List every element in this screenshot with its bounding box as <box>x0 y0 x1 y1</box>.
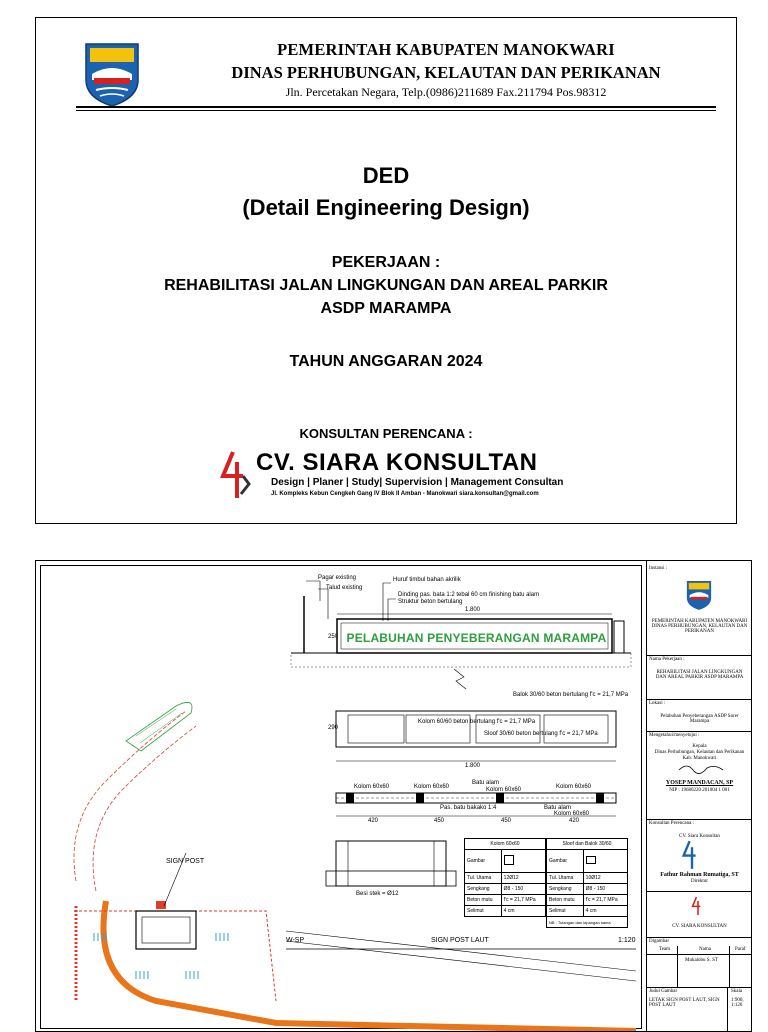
siara-konsultan-logo-icon <box>219 450 255 500</box>
fiscal-year: TAHUN ANGGARAN 2024 <box>289 353 483 370</box>
tb-instansi-text: PEMERINTAH KABUPATEN MANOKWARI DINAS PERHUBUNGAN, KELAUTAN DAN PERIKANAN <box>651 619 748 634</box>
pekerjaan-label: PEKERJAAN : <box>331 254 441 271</box>
callout-pas-bata: Pas. batu bakako 1:4 <box>440 805 497 811</box>
gov-line1: PEMERINTAH KABUPATEN MANOKWARI <box>277 40 615 59</box>
callout-kolom2: Kolom 60x60 <box>414 784 450 790</box>
tb-divider <box>727 988 728 1032</box>
doc-title: DED <box>362 163 410 188</box>
callout-kolom1: Kolom 60x60 <box>354 784 390 790</box>
tb-drafter: Mukalobu S. ST <box>685 958 718 963</box>
sloof-section-icon <box>583 850 627 873</box>
tb-lokasi-label: Lokasi : <box>649 701 666 706</box>
tb-divider <box>677 946 678 988</box>
dim-250: 250 <box>328 634 339 640</box>
gov-address: Jln. Percetakan Negara, Telp.(0986)211689 Fax.211794 Pos.98312 <box>285 85 607 99</box>
tb-skala-text: 1:900, 1:120 <box>731 998 744 1008</box>
callout-sloof-note: Sloof 30/60 beton bertulang f'c = 21,7 MPa <box>484 731 598 737</box>
tb-judul-text: LETAK SIGN POST LAUT, SIGN POST LAUT <box>649 998 720 1008</box>
tb-divider <box>647 954 752 955</box>
sloof-cell: Gambar <box>547 850 584 873</box>
callout-kolom5: Kolom 60x60 <box>554 811 590 817</box>
tb-company-logo-icon <box>691 896 705 916</box>
tb-siara-logo-icon <box>681 840 703 870</box>
consultant-address: Jl. Kompleks Kebun Cengkeh Gang IV Blok II Amban - Manokwari siara.konsultan@gmail.com <box>271 491 539 497</box>
tb-official-name: YOSEP MANDACAN, SP <box>665 780 734 786</box>
tb-director-name: Fathur Rahman Rumatiga, ST <box>660 872 739 878</box>
kolom-cell: Beton mutu <box>465 895 502 906</box>
callout-struktur: Struktur beton bertulang <box>398 599 463 605</box>
sloof-cell: 10Ø12 <box>583 873 627 884</box>
callout-batu-alam2: Batu alam <box>544 805 572 811</box>
drawing-sheet <box>35 560 752 1032</box>
callout-huruf: Huruf timbul bahan akrilik <box>393 577 461 583</box>
callout-kolom-note: Kolom 60/60 beton bertulang f'c = 21,7 MPa <box>418 719 536 725</box>
tb-kepala-line2: Dinas Perhubungan, Kelautan dan Perikanan <box>654 750 745 755</box>
callout-batu-alam1: Batu alam <box>472 780 500 786</box>
doc-subtitle: (Detail Engineering Design) <box>242 195 530 220</box>
dim-1800-top: 1.800 <box>465 607 481 613</box>
tb-col-team: Team <box>659 947 671 952</box>
sloof-cell: Selimut <box>547 906 584 917</box>
sloof-cell: f'c = 21,7 MPa <box>583 895 627 906</box>
tb-konsultan-label: Konsultan Perencana : <box>649 821 694 826</box>
kolom-cell: Selimut <box>465 906 502 917</box>
header-rule-thin <box>76 110 716 111</box>
kolom-table-title: Kolom 60x60 <box>465 839 546 850</box>
gov-line2: DINAS PERHUBUNGAN, KELAUTAN DAN PERIKANAN <box>231 63 661 82</box>
sloof-cell: 4 cm <box>583 906 627 917</box>
tb-digambar <box>647 937 752 988</box>
tb-kepala-line3: Kab. Manokwari <box>682 756 717 761</box>
sloof-cell: Ø8 - 150 <box>583 884 627 895</box>
kolom-cell: Tul. Utama <box>465 873 502 884</box>
tb-director-title: Direktur <box>691 879 708 884</box>
sloof-cell: Beton mutu <box>547 895 584 906</box>
site-sign-post-label: SIGN POST <box>166 858 205 865</box>
dim-450a: 450 <box>434 818 445 824</box>
tb-company-name: CV. SIARA KONSULTAN <box>672 924 727 929</box>
callout-kolom3: Kolom 60x60 <box>486 787 522 793</box>
dim-290: 290 <box>328 725 339 731</box>
kabupaten-manokwari-logo-icon <box>82 40 142 108</box>
header-rule-thick <box>76 106 716 108</box>
cover-page <box>35 17 737 524</box>
tb-official-signature-icon <box>677 760 727 776</box>
callout-besi: Besi stek = Ø12 <box>356 891 399 897</box>
view-ws-label: W-SP <box>286 937 305 944</box>
kolom-cell: f'c = 21,7 MPa <box>501 895 545 906</box>
view-scale: 1:120 <box>618 937 636 944</box>
tb-instansi <box>647 565 752 655</box>
tb-lokasi <box>647 699 752 732</box>
kolom-section-icon <box>501 850 545 873</box>
callout-talud: Talud existing <box>326 585 363 591</box>
callout-balok: Balok 30/60 beton bertulang f'c = 21,7 MPa <box>513 692 629 698</box>
tb-col-paraf: Paraf <box>735 947 746 952</box>
kolom-cell: 12Ø12 <box>501 873 545 884</box>
consultant-name: CV. SIARA KONSULTAN <box>256 449 538 476</box>
tb-konsultan-cv: CV. Siara Konsultan <box>679 834 720 839</box>
sloof-spec-table <box>546 838 628 928</box>
tb-pekerjaan-text: REHABILITASI JALAN LINGKUNGAN DAN AREAL PARKIR ASDP MARAMPA <box>655 670 744 680</box>
tb-kepala-line1: Kepala <box>692 744 707 749</box>
consultant-tagline: Design | Planer | Study| Supervision | Management Consultan <box>271 477 564 488</box>
sloof-cell: Sengkang <box>547 884 584 895</box>
dim-1800-mid: 1.800 <box>465 763 481 769</box>
sloof-table-title: Sloof dan Balok 30/60 <box>547 839 628 850</box>
tb-divider <box>729 946 730 988</box>
tb-pekerjaan-label: Nama Pekerjaan : <box>649 657 685 662</box>
dim-420a: 420 <box>368 818 379 824</box>
sloof-cell: Tul. Utama <box>547 873 584 884</box>
callout-kolom4: Kolom 60x60 <box>556 784 592 790</box>
callout-pagar: Pagar existing <box>318 575 357 581</box>
tb-skala-label: Skala <box>731 989 743 994</box>
project-line1: REHABILITASI JALAN LINGKUNGAN DAN AREAL PARKIR <box>164 277 608 294</box>
kolom-cell: 4 cm <box>501 906 545 917</box>
tb-col-nama: Nama <box>699 947 711 952</box>
tb-instansi-label: Instansi : <box>649 566 668 571</box>
view-title: SIGN POST LAUT <box>431 937 489 944</box>
sign-lettering: PELABUHAN PENYEBERANGAN MARAMPA <box>346 631 607 645</box>
tb-digambar-label: Digambar <box>649 939 669 944</box>
kolom-cell: Ø8 - 150 <box>501 884 545 895</box>
tb-konsultan <box>647 819 752 892</box>
consultant-label: KONSULTAN PERENCANA : <box>299 426 473 441</box>
tb-pekerjaan <box>647 655 752 700</box>
tb-company <box>647 891 752 938</box>
tb-judul <box>647 987 752 1032</box>
tb-mengetahui <box>647 731 752 820</box>
tb-mengetahui-label: Mengetahui/menyetujui : <box>649 733 700 738</box>
dim-420b: 420 <box>569 818 580 824</box>
tb-official-nip: NIP : 19680220 201004 1 001 <box>669 788 730 793</box>
kolom-cell: Gambar <box>465 850 502 873</box>
dim-450b: 450 <box>501 818 512 824</box>
title-block <box>646 561 752 1031</box>
callout-dinding: Dinding pas. bata 1:2 tebal 60 cm finishing batu alam <box>398 592 540 598</box>
tb-lokasi-text: Pelabuhan Penyeberangan ASDP Sorer Marampa <box>660 714 739 724</box>
sloof-note: NB : Tulangan dan lapangan sama <box>547 917 628 928</box>
project-line2: ASDP MARAMPA <box>320 300 452 317</box>
kolom-cell: Sengkang <box>465 884 502 895</box>
tb-judul-label: Judul Gambar <box>649 989 678 994</box>
kolom-spec-table <box>464 838 546 917</box>
tb-kabupaten-logo-icon <box>685 579 713 611</box>
